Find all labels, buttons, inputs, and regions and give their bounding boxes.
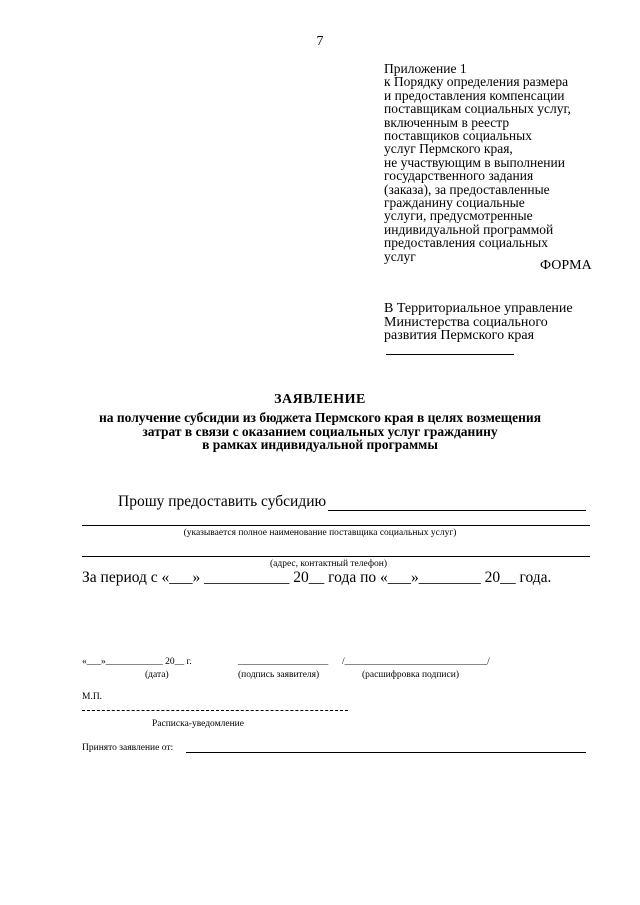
subtitle-line: в рамках индивидуальной программы: [202, 437, 438, 452]
receipt-title: Расписка-уведомление: [152, 719, 244, 729]
appendix-line: услуг Пермского края,: [384, 141, 513, 157]
signature-field[interactable]: ___________________: [238, 657, 329, 667]
appendix-line: предоставления социальных: [384, 235, 548, 251]
addressee-block: [384, 302, 573, 343]
appendix-line: (заказа), за предоставленные: [384, 181, 550, 197]
appendix-line: гражданину социальные: [384, 195, 525, 211]
provider-hint: (указывается полное наименование поставщика социальных услуг): [183, 528, 457, 538]
appendix-line: включенным в реестр: [384, 114, 510, 130]
signature-decode-field[interactable]: /______________________________/: [342, 657, 490, 667]
accepted-from-field-line[interactable]: [186, 752, 586, 753]
form-label: ФОРМА: [540, 258, 592, 273]
appendix-line: поставщикам социальных услуг,: [384, 101, 571, 117]
appendix-line: не участвующим в выполнении: [384, 154, 565, 170]
appendix-line: Приложение 1: [384, 61, 467, 76]
page-number: 7: [316, 34, 324, 49]
appendix-line: государственного задания: [384, 168, 534, 184]
cut-line: [82, 710, 348, 711]
accepted-from-label: Принято заявление от:: [82, 743, 174, 753]
subtitle-line: на получение субсидии из бюджета Пермского края в целях возмещения: [98, 410, 542, 425]
appendix-line: услуг: [384, 248, 416, 264]
addressee-blank-line[interactable]: [386, 354, 514, 355]
provider-name-field-line[interactable]: [82, 525, 590, 526]
signature-caption: (подпись заявителя): [238, 670, 320, 680]
addressee-line: Министерства социального: [384, 314, 548, 330]
address-hint: (адрес, контактный телефон): [270, 559, 387, 569]
appendix-line: к Порядку определения размера: [384, 74, 569, 90]
appendix-line: поставщиков социальных: [384, 128, 532, 144]
date-caption: (дата): [145, 670, 169, 680]
addressee-line: развития Пермского края: [384, 328, 535, 344]
stamp-label: М.П.: [82, 692, 103, 702]
subtitle-line: затрат в связи с оказанием социальных услуг гражданину: [142, 423, 498, 439]
appendix-line: услуги, предусмотренные: [384, 208, 533, 224]
appendix-line: индивидуальной программой: [384, 221, 554, 237]
signature-decode-caption: (расшифровка подписи): [362, 670, 459, 680]
document-subtitle: [0, 411, 640, 452]
appendix-line: и предоставления компенсации: [384, 87, 565, 103]
address-field-line[interactable]: [82, 556, 590, 557]
subsidy-field-line[interactable]: [328, 510, 586, 511]
appendix-note: [384, 62, 604, 263]
addressee-line: В Территориальное управление: [384, 301, 573, 316]
request-text: Прошу предоставить субсидию: [118, 493, 327, 510]
date-field[interactable]: «___»____________ 20__ г.: [82, 657, 192, 667]
document-title: ЗАЯВЛЕНИЕ: [274, 392, 366, 407]
period-text: За период с «___» ___________ 20__ года по «___»________ 20__ года.: [82, 569, 552, 586]
